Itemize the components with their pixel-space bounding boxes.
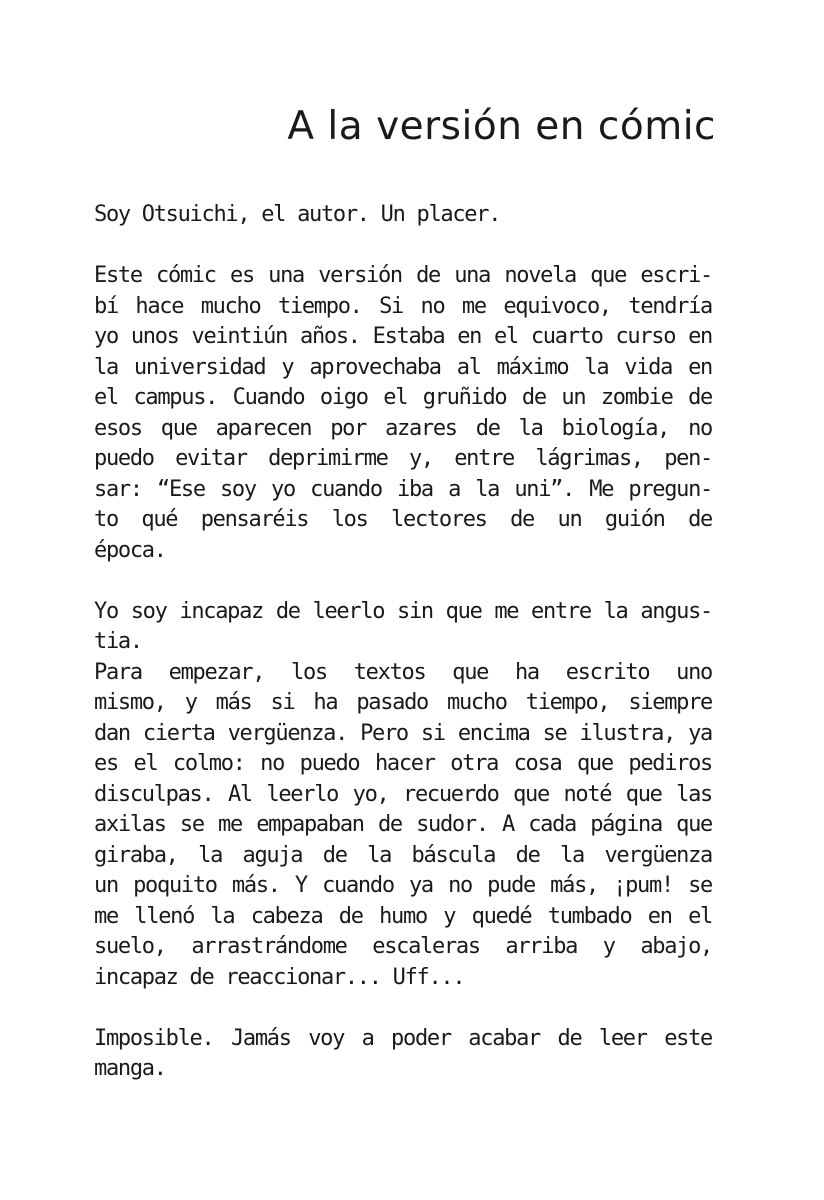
text-line: época. xyxy=(94,537,166,563)
text-line: dan cierta vergüenza. Pero si encima se ilustra, ya xyxy=(94,720,712,746)
text-line: yo unos veintiún años. Estaba en el cuarto curso en xyxy=(94,324,712,349)
text-line: bí hace mucho tiempo. Si no me equivoco, tendría xyxy=(94,293,712,319)
text-line: to qué pensaréis los lectores de un guión de xyxy=(94,507,712,532)
text-line: Soy Otsuichi, el autor. Un placer. xyxy=(94,202,501,227)
text-line: Este cómic es una versión de una novela que escri- xyxy=(94,263,712,288)
text-line: me llenó la cabeza de humo y quedé tumbado en el xyxy=(94,903,712,929)
text-line: giraba, la aguja de la báscula de la vergüenza xyxy=(94,842,712,868)
paragraph-gap xyxy=(94,231,712,262)
text-line: puedo evitar deprimirme y, entre lágrimas, pen- xyxy=(94,446,712,471)
text-line: la universidad y aprovechaba al máximo la vida en xyxy=(94,354,712,380)
page-title: A la versión en cómic xyxy=(287,104,716,149)
text-line: Yo soy incapaz de leerlo sin que me entre la angus- xyxy=(94,598,712,624)
text-line: Imposible. Jamás voy a poder acabar de leer este xyxy=(94,1025,712,1051)
text-line: incapaz de reaccionar... Uff... xyxy=(94,964,465,990)
text-line: axilas se me empapaban de sudor. A cada página que xyxy=(94,812,712,837)
text-line: tia. xyxy=(94,629,142,654)
text-line: manga. xyxy=(94,1056,166,1081)
text-line: esos que aparecen por azares de la biología, no xyxy=(94,415,712,441)
paragraph-gap xyxy=(94,993,712,1024)
text-line: Para empezar, los textos que ha escrito uno xyxy=(94,659,712,685)
body-text xyxy=(94,200,712,1085)
text-line: es el colmo: no puedo hacer otra cosa que pediros xyxy=(94,751,712,776)
paragraph-gap xyxy=(94,566,712,597)
text-line: sar: “Ese soy yo cuando iba a la uni”. Me pregun- xyxy=(94,476,712,502)
text-line: un poquito más. Y cuando ya no pude más, ¡pum! se xyxy=(94,873,712,898)
text-line: mismo, y más si ha pasado mucho tiempo, siempre xyxy=(94,690,712,715)
text-line: el campus. Cuando oigo el gruñido de un zombie de xyxy=(94,385,712,410)
text-line: disculpas. Al leerlo yo, recuerdo que noté que las xyxy=(94,781,712,807)
text-line: suelo, arrastrándome escaleras arriba y abajo, xyxy=(94,934,712,959)
